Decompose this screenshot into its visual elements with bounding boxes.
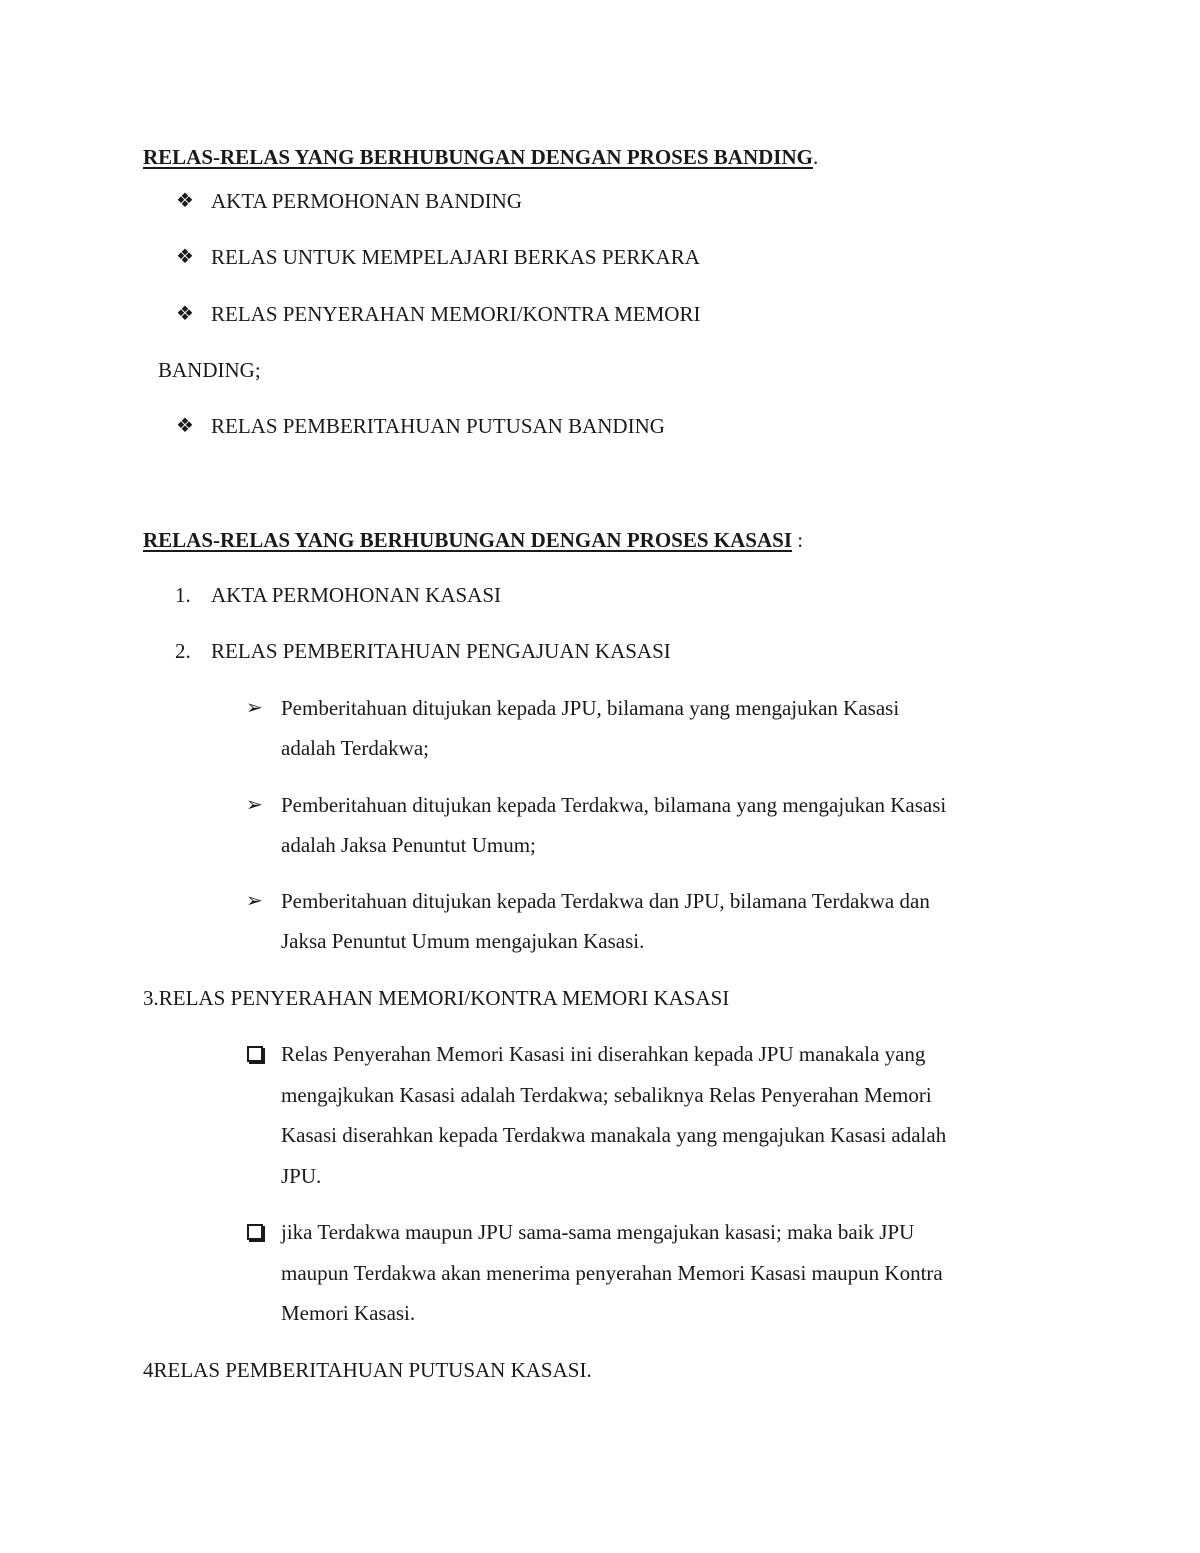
diamond-bullet-icon: ❖ (176, 415, 194, 437)
arrow-item-line: Jaksa Penuntut Umum mengajukan Kasasi. (281, 929, 645, 953)
kasasi-heading: RELAS-RELAS YANG BERHUBUNGAN DENGAN PROSES KASASI (143, 528, 792, 552)
kasasi-heading-line (143, 527, 803, 553)
box-item-line: Kasasi diserahkan kepada Terdakwa manakala yang mengajukan Kasasi adalah (281, 1123, 947, 1147)
numbered-item-text: AKTA PERMOHONAN KASASI (211, 583, 502, 607)
arrow-item-line: Pemberitahuan ditujukan kepada Terdakwa, bilamana yang mengajukan Kasasi (281, 793, 947, 817)
numbered-item-number: 2. (175, 639, 191, 663)
arrow-item-line: Pemberitahuan ditujukan kepada Terdakwa dan JPU, bilamana Terdakwa dan (281, 889, 930, 913)
box-item-line: maupun Terdakwa akan menerima penyerahan Memori Kasasi maupun Kontra (281, 1261, 943, 1285)
checkbox-bullet-icon (247, 1043, 263, 1069)
arrow-item-line: adalah Jaksa Penuntut Umum; (281, 833, 536, 857)
arrow-bullet-icon: ➢ (246, 890, 263, 912)
numbered-item-number: 1. (175, 583, 191, 607)
box-item-line: Memori Kasasi. (281, 1301, 416, 1325)
banding-heading-line (143, 144, 818, 170)
banding-heading-suffix: . (812, 145, 819, 169)
arrow-item-line: Pemberitahuan ditujukan kepada JPU, bilamana yang mengajukan Kasasi (281, 696, 900, 720)
banding-item-continuation: BANDING; (158, 358, 261, 382)
banding-item: RELAS UNTUK MEMPELAJARI BERKAS PERKARA (211, 245, 700, 269)
diamond-bullet-icon: ❖ (176, 246, 194, 268)
box-item-line: mengajkukan Kasasi adalah Terdakwa; sebaliknya Relas Penyerahan Memori (281, 1083, 932, 1107)
arrow-bullet-icon: ➢ (246, 794, 263, 816)
kasasi-item-3: 3.RELAS PENYERAHAN MEMORI/KONTRA MEMORI KASASI (143, 986, 730, 1010)
arrow-item-line: adalah Terdakwa; (281, 736, 429, 760)
arrow-bullet-icon: ➢ (246, 697, 263, 719)
checkbox-bullet-icon (247, 1221, 263, 1247)
kasasi-heading-suffix: : (792, 528, 804, 552)
box-item-line: JPU. (281, 1164, 322, 1188)
banding-item: RELAS PENYERAHAN MEMORI/KONTRA MEMORI (211, 302, 701, 326)
banding-heading: RELAS-RELAS YANG BERHUBUNGAN DENGAN PROSES BANDING (143, 145, 813, 169)
banding-item: AKTA PERMOHONAN BANDING (211, 189, 522, 213)
box-item-line: Relas Penyerahan Memori Kasasi ini diserahkan kepada JPU manakala yang (281, 1042, 926, 1066)
diamond-bullet-icon: ❖ (176, 190, 194, 212)
diamond-bullet-icon: ❖ (176, 303, 194, 325)
numbered-item-text: RELAS PEMBERITAHUAN PENGAJUAN KASASI (211, 639, 671, 663)
kasasi-item-4: 4RELAS PEMBERITAHUAN PUTUSAN KASASI. (143, 1358, 592, 1382)
banding-item: RELAS PEMBERITAHUAN PUTUSAN BANDING (211, 414, 665, 438)
box-item-line: jika Terdakwa maupun JPU sama-sama mengajukan kasasi; maka baik JPU (281, 1220, 915, 1244)
